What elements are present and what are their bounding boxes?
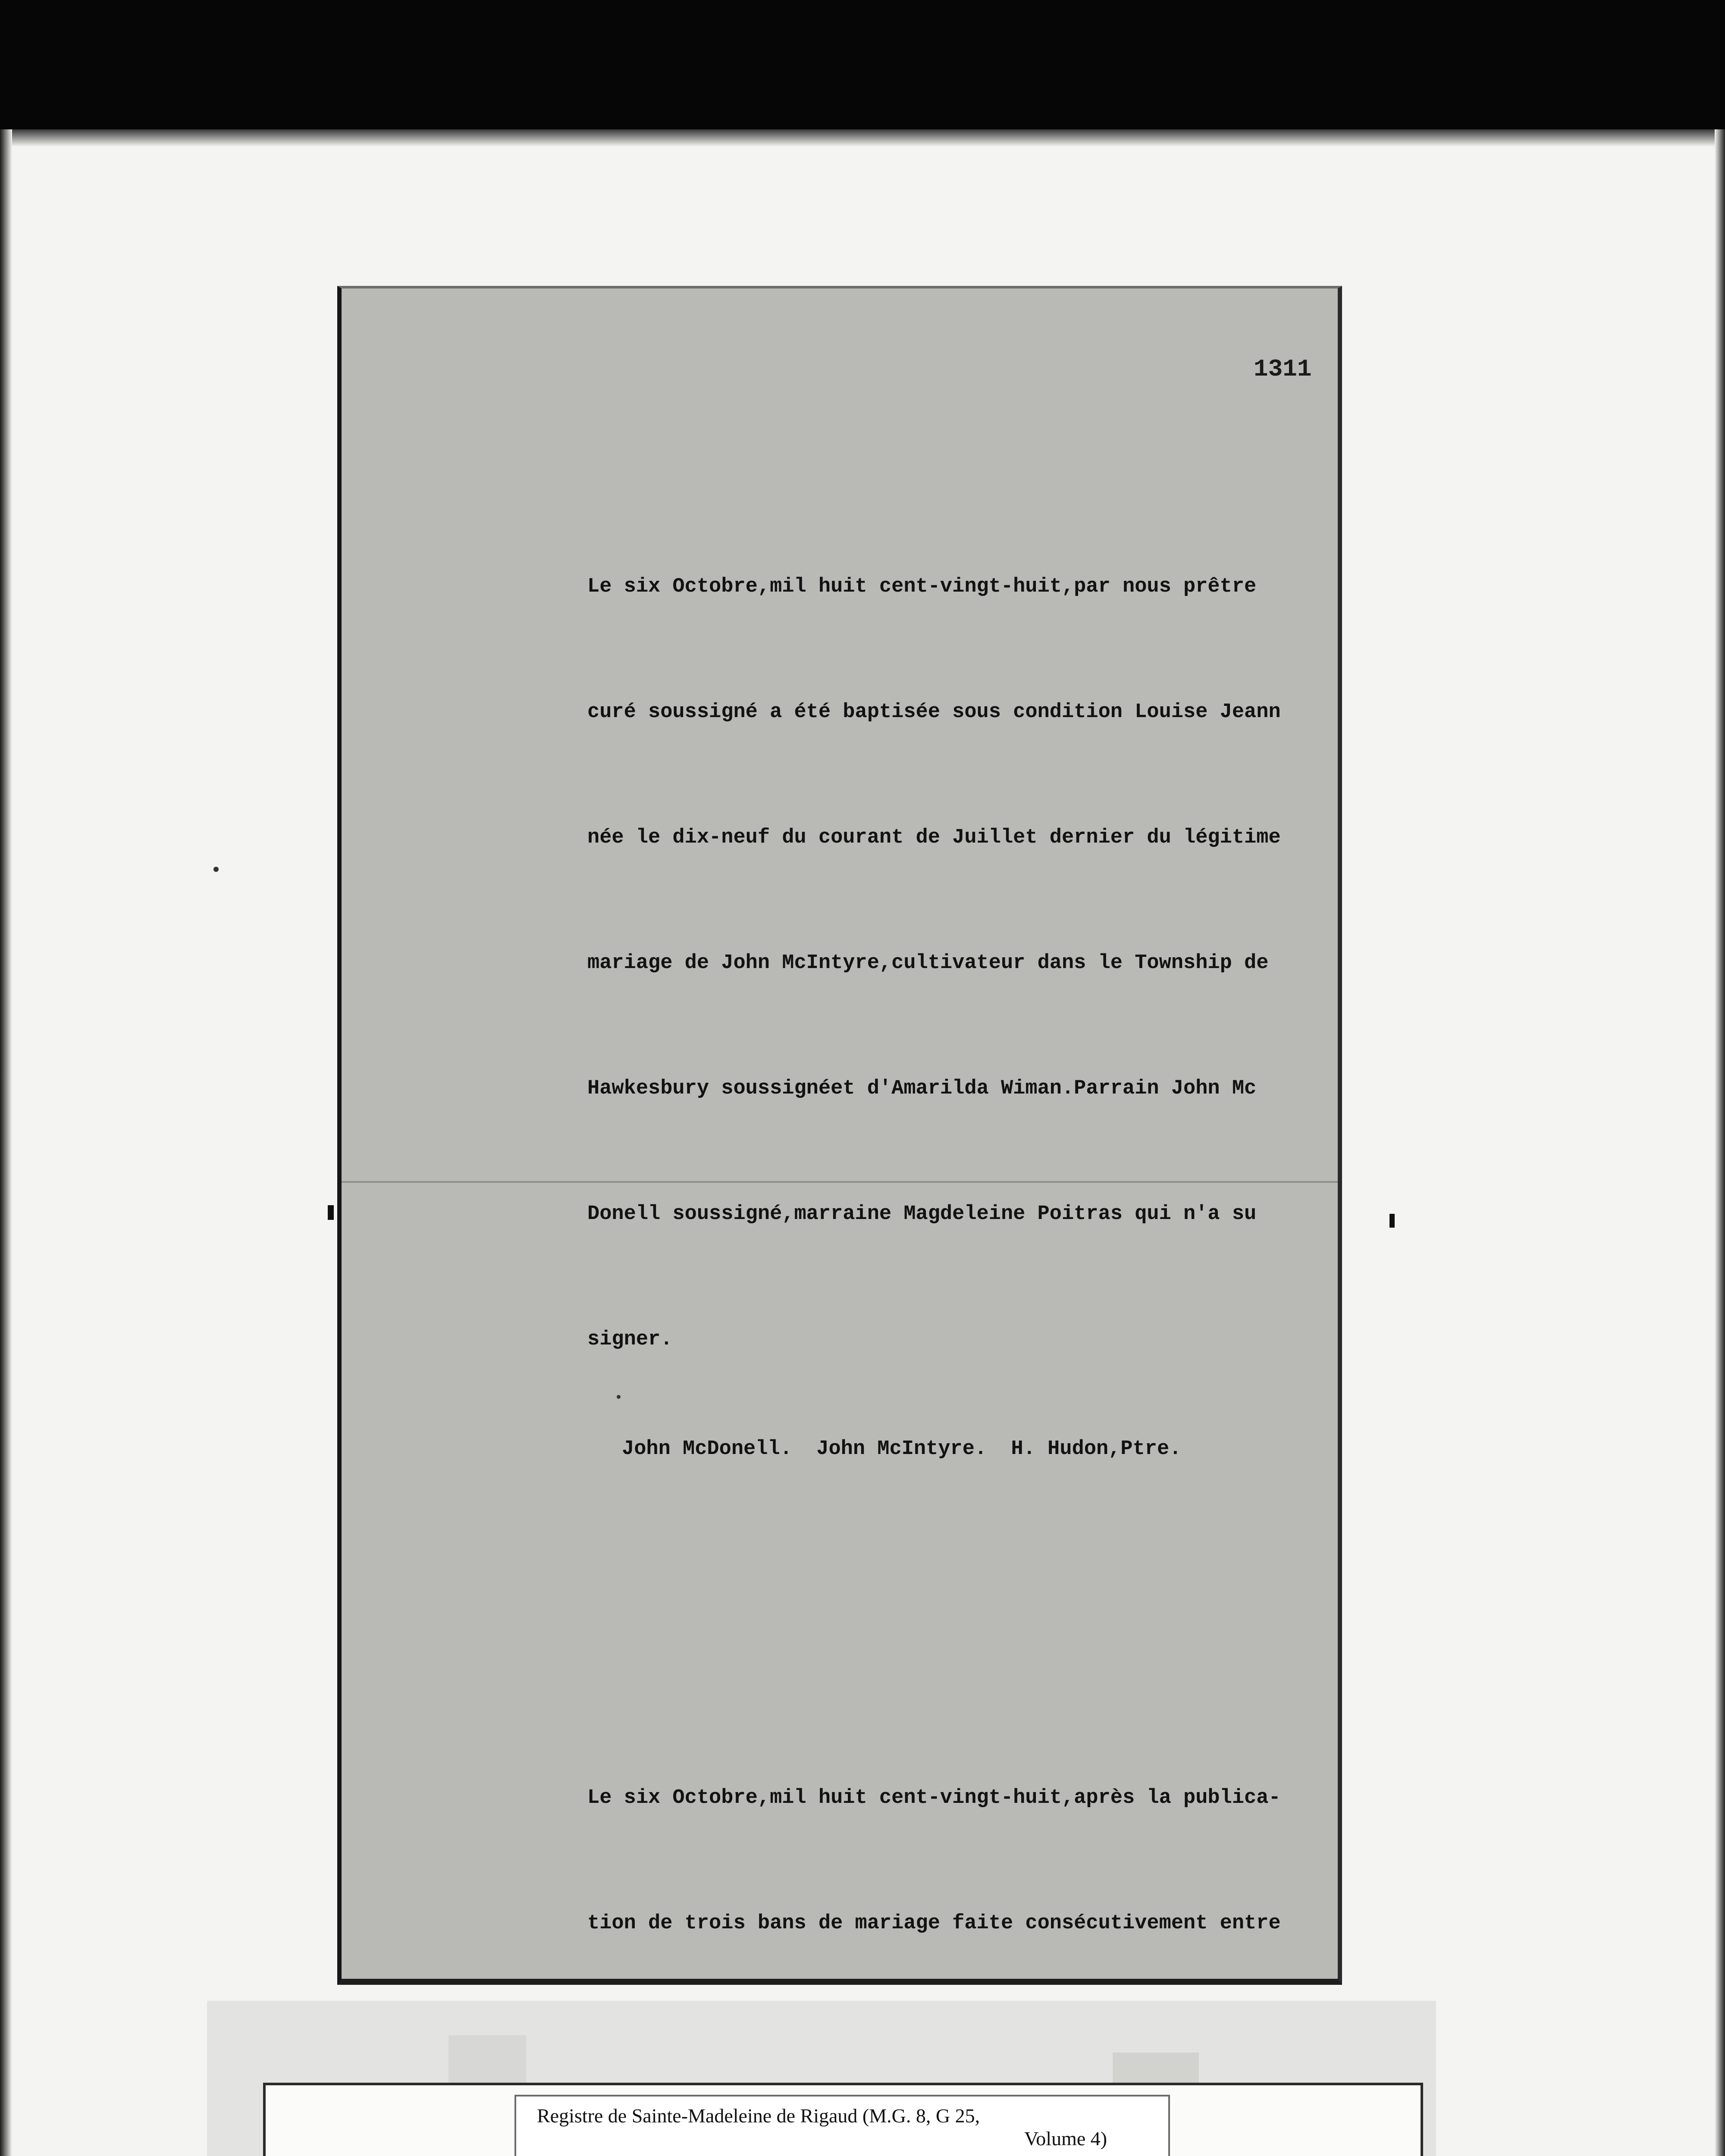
- entry-line: née le dix-neuf du courant de Juillet dernier du légitime: [587, 826, 1281, 849]
- entry-baptism-louise: [587, 482, 1346, 1551]
- entry-line: tion de trois bans de mariage faite consécutivement entre: [587, 1912, 1281, 1935]
- register-reference-label: [514, 2095, 1170, 2156]
- page-edge-mark: [328, 1205, 334, 1220]
- dust-speck: [617, 1395, 621, 1399]
- entry-signatures: John McDonell. John McIntyre. H. Hudon,Ptre.: [622, 1438, 1182, 1460]
- reference-line: Registre de Sainte-Madeleine de Rigaud (M.G. 8, G 25,: [537, 2105, 980, 2127]
- scanner-top-band: [0, 0, 1725, 134]
- page-edge-mark: [1389, 1214, 1395, 1228]
- register-entries: [587, 398, 1346, 2156]
- scanner-band-edge: [0, 129, 1725, 147]
- entry-line: Hawkesbury soussignéet d'Amarilda Wiman.Parrain John Mc: [587, 1077, 1257, 1100]
- reference-line: Volume 4): [1024, 2128, 1107, 2150]
- film-right-shadow: [1715, 129, 1725, 2156]
- dust-speck: [213, 867, 219, 872]
- register-page: [337, 286, 1342, 1985]
- entry-line: Le six Octobre,mil huit cent-vingt-huit,après la publica-: [587, 1786, 1281, 1809]
- entry-line: signer.: [587, 1328, 673, 1351]
- entry-line: curé soussigné a été baptisée sous condition Louise Jeann: [587, 701, 1281, 724]
- entry-line: mariage de John McIntyre,cultivateur dans le Township de: [587, 952, 1269, 975]
- entry-line: Donell soussigné,marraine Magdeleine Poitras qui n'a su: [587, 1203, 1257, 1225]
- page-number: 1311: [1254, 355, 1312, 383]
- entry-line: Le six Octobre,mil huit cent-vingt-huit,par nous prêtre: [587, 575, 1257, 598]
- film-left-shadow: [0, 129, 12, 2156]
